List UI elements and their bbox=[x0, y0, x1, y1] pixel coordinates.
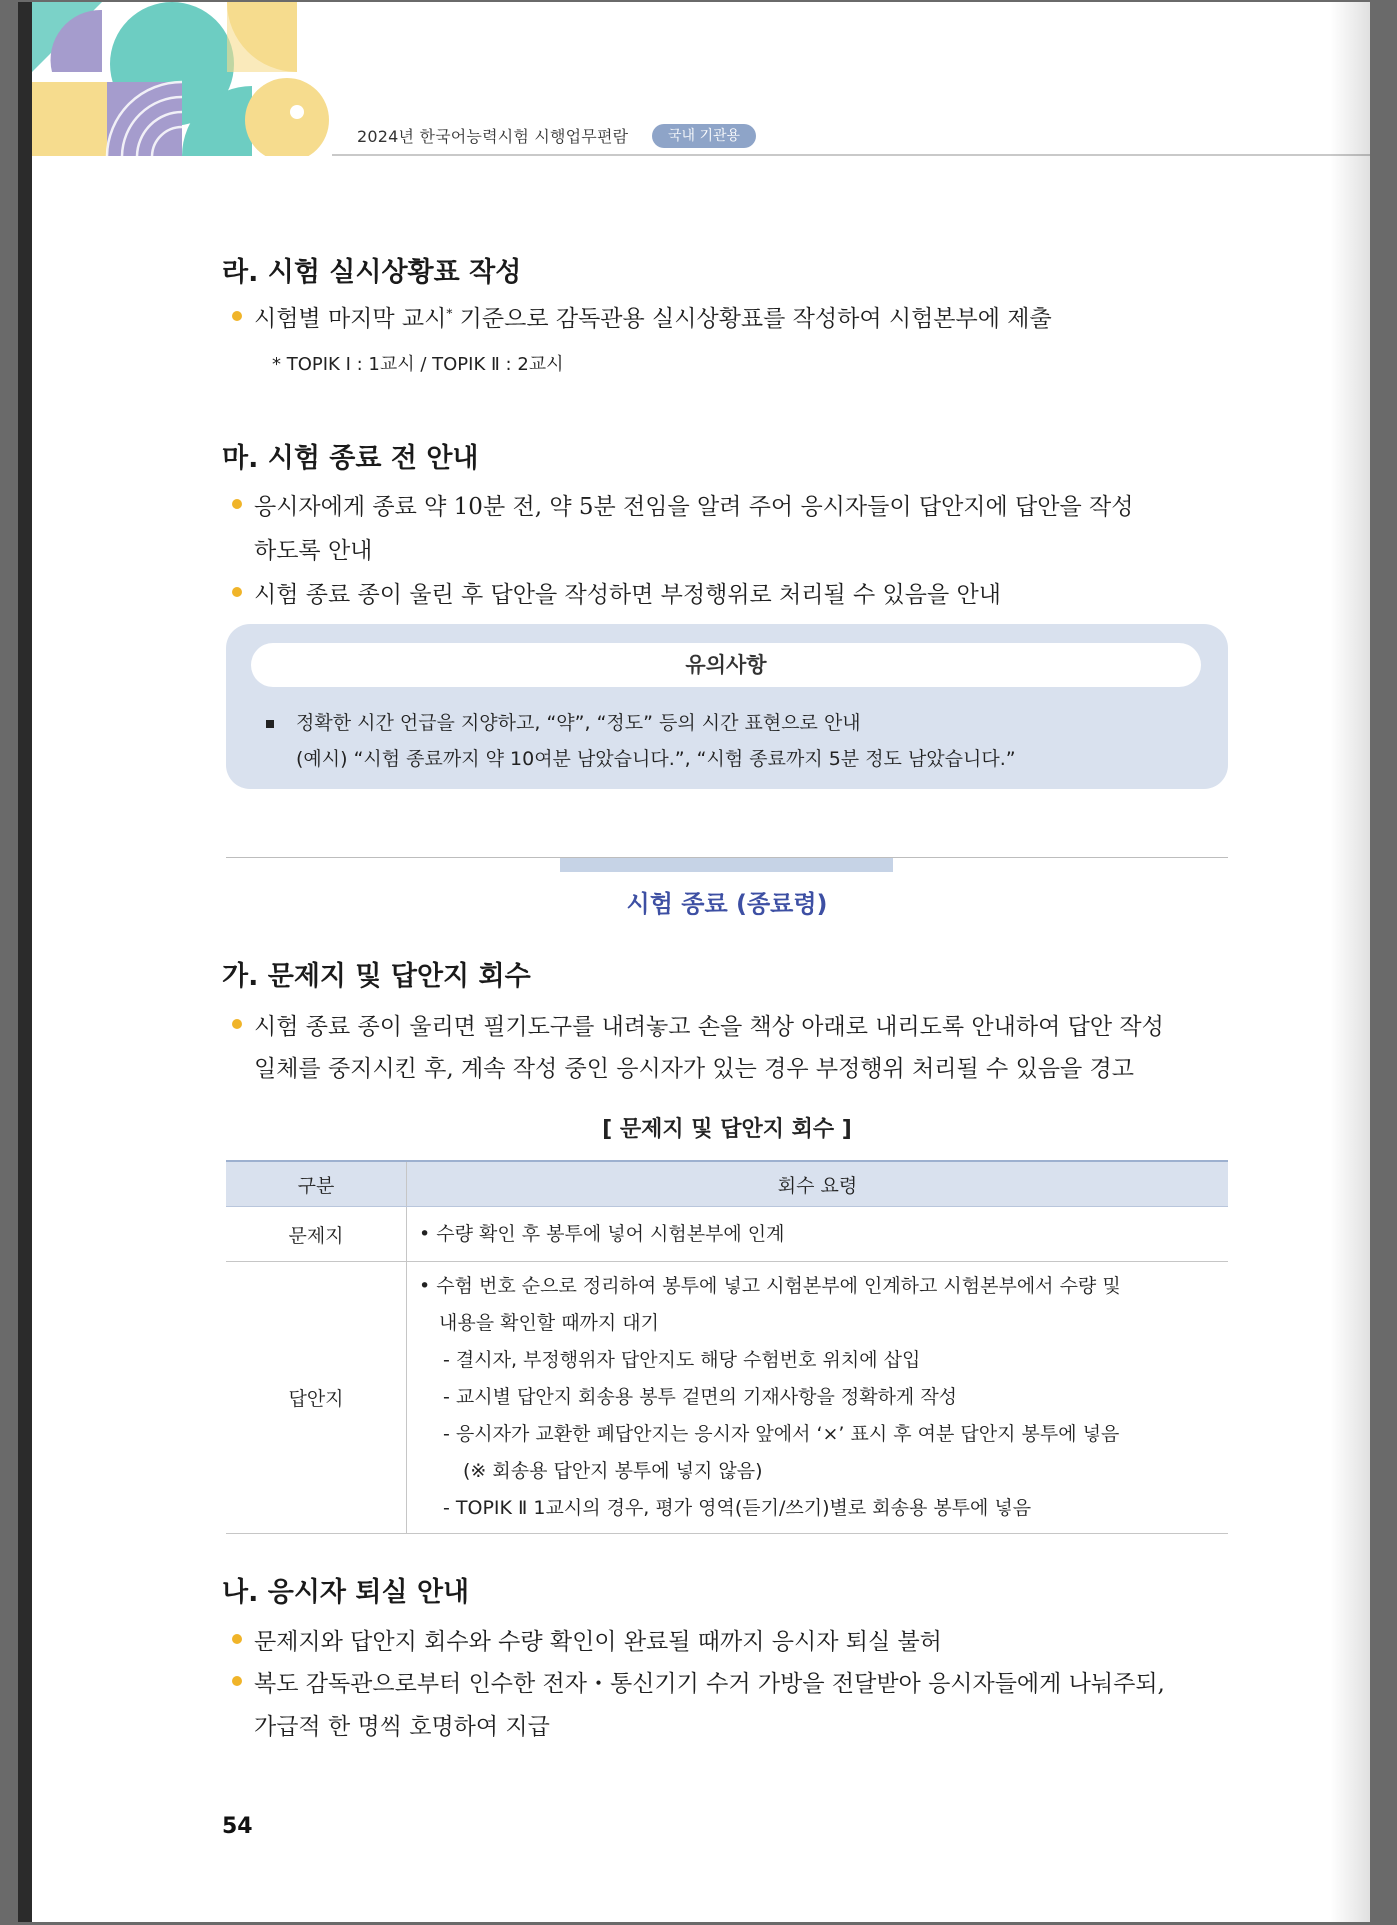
table-header-procedure: 회수 요령 bbox=[407, 1161, 1229, 1207]
pre-end-bullet-2: 시험 종료 종이 울린 후 답안을 작성하면 부정행위로 처리될 수 있음을 안내 bbox=[254, 582, 1001, 608]
table-row bbox=[226, 1207, 1228, 1262]
header-rule bbox=[332, 154, 1370, 156]
table-row bbox=[226, 1262, 1228, 1534]
heading-collection: 가. 문제지 및 답안지 회수 bbox=[222, 961, 531, 992]
table-line: - 응시자가 교환한 폐답안지는 응시자 앞에서 ‘×’ 표시 후 여분 답안지 봉투에 넣음 bbox=[443, 1423, 1120, 1445]
table-header-category: 구분 bbox=[226, 1161, 407, 1207]
running-header-badge: 국내 기관용 bbox=[652, 124, 756, 148]
page-edge-shadow bbox=[1330, 2, 1370, 1922]
section-divider-tab bbox=[560, 858, 893, 872]
table-line: 내용을 확인할 때까지 대기 bbox=[439, 1312, 660, 1334]
running-header-title: 2024년 한국어능력시험 시행업무편람 bbox=[357, 127, 629, 146]
bullet-dot bbox=[232, 1634, 242, 1644]
caution-box bbox=[226, 624, 1228, 789]
exit-bullet-2-line-2: 가급적 한 명씩 호명하여 지급 bbox=[254, 1714, 550, 1740]
pre-end-bullet-1-line-2: 하도록 안내 bbox=[254, 538, 373, 564]
table-line: • 수량 확인 후 봉투에 넣어 시험본부에 인계 bbox=[419, 1222, 785, 1245]
pre-end-bullet-1-line-1: 응시자에게 종료 약 10분 전, 약 5분 전임을 알려 주어 응시자들이 답안지에 답안을 작성 bbox=[254, 494, 1134, 520]
bullet-dot bbox=[232, 587, 242, 597]
caution-line-1: 정확한 시간 언급을 지양하고, “약”, “정도” 등의 시간 표현으로 안내 bbox=[296, 712, 861, 734]
table-cell-content bbox=[407, 1262, 1229, 1534]
exit-bullet-1: 문제지와 답안지 회수와 수량 확인이 완료될 때까지 응시자 퇴실 불허 bbox=[254, 1629, 942, 1655]
bullet-dot bbox=[232, 311, 242, 321]
table-line: - TOPIK Ⅱ 1교시의 경우, 평가 영역(듣기/쓰기)별로 회송용 봉투에 넣음 bbox=[443, 1497, 1032, 1519]
exit-bullet-2-line-1: 복도 감독관으로부터 인수한 전자・통신기기 수거 가방을 전달받아 응시자들에게 나눠주되, bbox=[254, 1671, 1165, 1697]
table-cell-label: 문제지 bbox=[226, 1207, 407, 1262]
table-line: • 수험 번호 순으로 정리하여 봉투에 넣고 시험본부에 인계하고 시험본부에서 수량 및 bbox=[419, 1275, 1121, 1297]
divider-title: 시험 종료 (종료령) bbox=[626, 890, 828, 918]
page-number: 54 bbox=[222, 1814, 253, 1839]
bullet-dot bbox=[232, 1676, 242, 1686]
caution-box-title: 유의사항 bbox=[251, 643, 1201, 687]
collection-bullet-line-1: 시험 종료 종이 울리면 필기도구를 내려놓고 손을 책상 아래로 내리도록 안내하여 답안 작성 bbox=[254, 1014, 1164, 1040]
table-line: (※ 회송용 답안지 봉투에 넣지 않음) bbox=[463, 1460, 763, 1482]
bullet-dot bbox=[232, 1019, 242, 1029]
heading-status-report: 라. 시험 실시상황표 작성 bbox=[222, 257, 522, 288]
table-line: - 교시별 답안지 회송용 봉투 겉면의 기재사항을 정확하게 작성 bbox=[443, 1386, 958, 1408]
collection-table bbox=[226, 1160, 1228, 1534]
caution-line-2: (예시) “시험 종료까지 약 10여분 남았습니다.”, “시험 종료까지 5분 정도 남았습니다.” bbox=[296, 748, 1016, 770]
heading-exit-guidance: 나. 응시자 퇴실 안내 bbox=[222, 1577, 470, 1608]
square-bullet-icon bbox=[266, 720, 274, 728]
bullet-dot bbox=[232, 499, 242, 509]
table-cell-label: 답안지 bbox=[226, 1262, 407, 1534]
table-cell-content bbox=[407, 1207, 1229, 1262]
document-page bbox=[18, 2, 1370, 1922]
table-caption: [ 문제지 및 답안지 회수 ] bbox=[602, 1117, 852, 1142]
header-decoration bbox=[32, 2, 332, 156]
heading-pre-end-notice: 마. 시험 종료 전 안내 bbox=[222, 443, 479, 474]
status-report-footnote: * TOPIK Ⅰ : 1교시 / TOPIK Ⅱ : 2교시 bbox=[272, 354, 564, 375]
table-line: - 결시자, 부정행위자 답안지도 해당 수험번호 위치에 삽입 bbox=[443, 1349, 921, 1371]
status-report-bullet: 시험별 마지막 교시* 기준으로 감독관용 실시상황표를 작성하여 시험본부에 제출 bbox=[254, 306, 1052, 332]
collection-bullet-line-2: 일체를 중지시킨 후, 계속 작성 중인 응시자가 있는 경우 부정행위 처리될 수 있음을 경고 bbox=[254, 1056, 1134, 1082]
